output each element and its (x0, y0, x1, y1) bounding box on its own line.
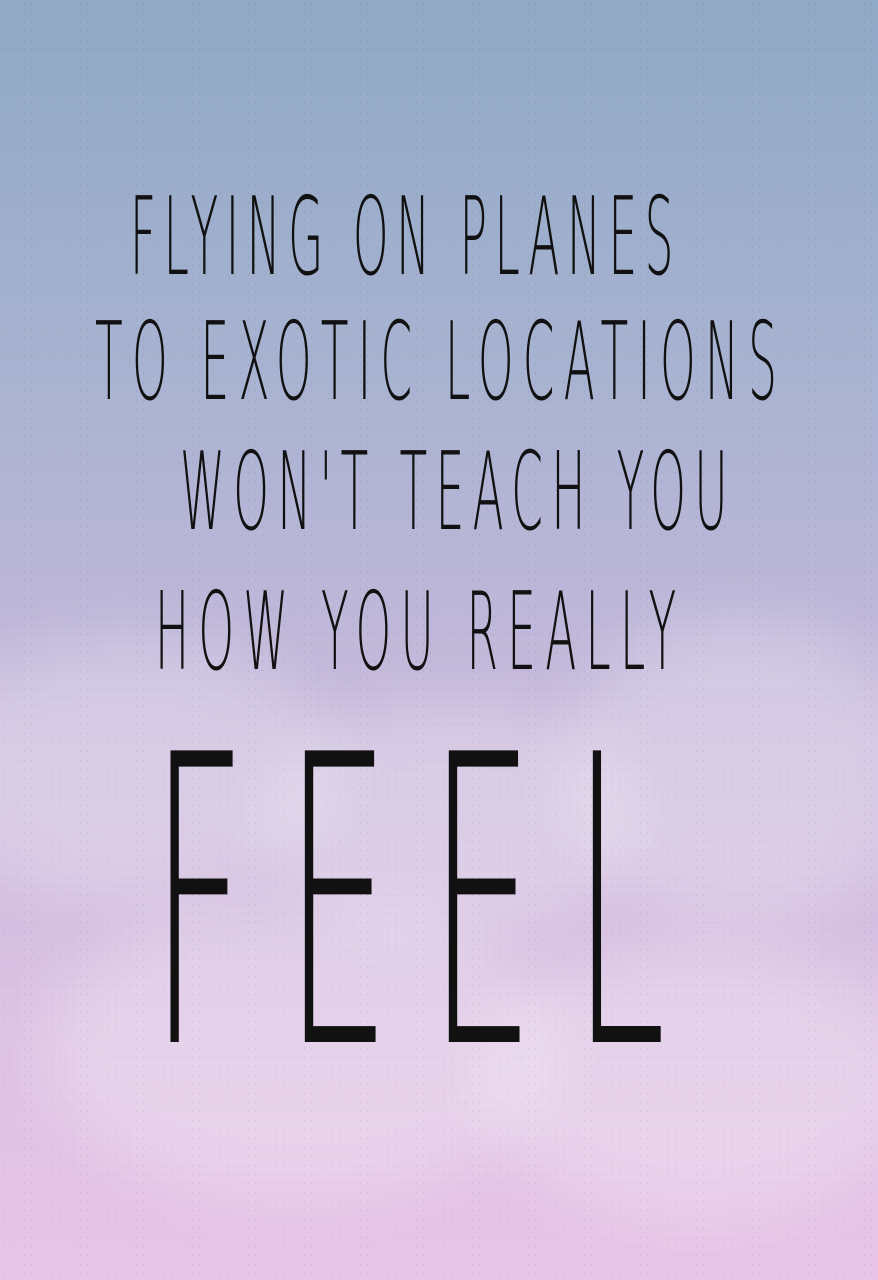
quote-line-4: HOW YOU REALLY (155, 570, 686, 695)
quote-emphasis-word: FEEL (150, 672, 704, 1137)
quote-line-1: FLYING ON PLANES (130, 175, 682, 300)
quote-line-3: WON'T TEACH YOU (180, 430, 737, 555)
quote-line-2: TO EXOTIC LOCATIONS (95, 300, 787, 425)
